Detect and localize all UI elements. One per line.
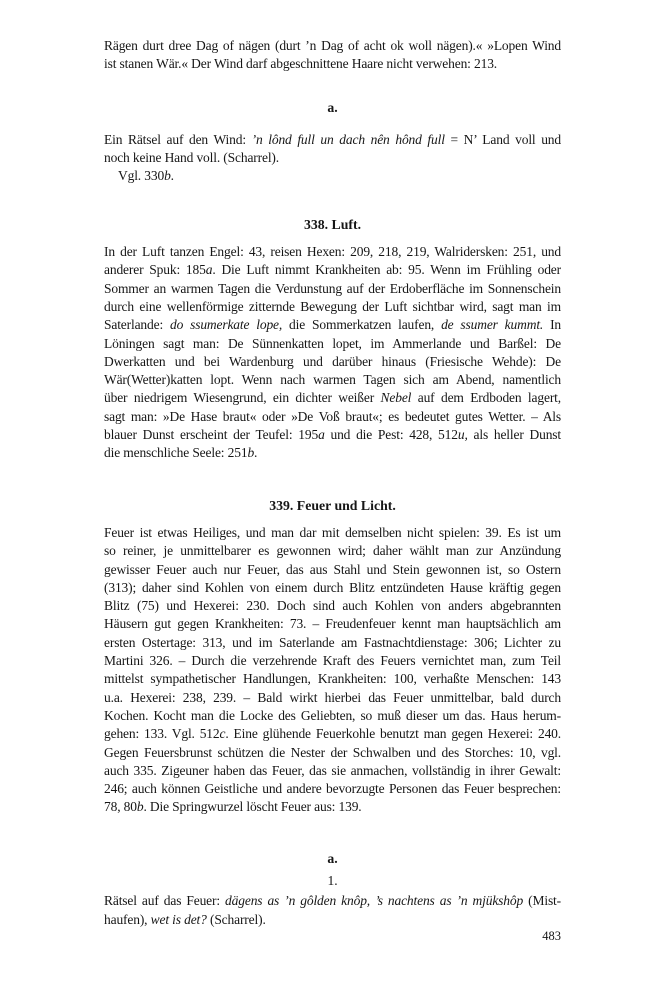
- text-line: blauer Dunst erscheint der Teufel: 195a und die Pest: 428, 512u, als heller Dunst: [104, 427, 561, 443]
- luft-paragraph: [104, 243, 561, 463]
- text-line: Wär(Wetter)katten lopt. Wenn nach warmen Tagen sich am Abend, namentlich: [104, 372, 561, 388]
- subsection-a-2: a.: [327, 850, 338, 866]
- text-line: Vgl. 330b.: [118, 168, 174, 184]
- text-line: mittelst sympathetischer Handlungen, Krankheiten: 100, verhaßte Menschen: 143: [104, 671, 561, 687]
- section-339-heading: 339. Feuer und Licht.: [269, 497, 396, 513]
- section-338-heading: 338. Luft.: [303, 216, 362, 232]
- text-line: ersten Ostertage: 313, und im Saterlande am Fastnachtdienstage: 306; Lichter zu: [104, 634, 561, 650]
- page-number: 483: [542, 929, 561, 943]
- wind-riddle-paragraph: [104, 131, 561, 186]
- text-line: so reiner, je unmittelbarer es gewonnen wird; daher wählt man zur Anzündung: [104, 543, 561, 559]
- text-line: sagt man: »De Hase braut« oder »De Voß braut«; es bedeutet gutes Wetter. – Als: [104, 408, 561, 424]
- text-line: Saterlande: do ssumerkate lope, die Sommerkatzen laufen, de ssumer kummt. In: [104, 317, 562, 333]
- text-line: gewisser Feuer auch nur Feuer, das aus Stahl und Stein gewonnen ist, so Ostern: [104, 561, 561, 577]
- intro-paragraph: [104, 37, 561, 74]
- page-content: [104, 37, 561, 929]
- text-line: Feuer ist etwas Heiliges, und man dar mit demselben nicht spielen: 39. Es ist um: [104, 524, 561, 540]
- text-line: Gegen Feuersbrunst schützen die Nester der Schwalben und des Storches: 10, vgl.: [104, 744, 561, 760]
- text-line: Dwerkatten und bei Wardenburg und darüber hinaus (Friesische Wehde): De: [104, 353, 561, 369]
- text-line: Sommer an warmen Tagen die Verdunstung auf der Erdoberfläche im Sonnenschein: [104, 280, 561, 296]
- text-line: ist stanen Wär.« Der Wind darf abgeschnittene Haare nicht verwehen: 213.: [104, 56, 498, 72]
- text-line: Häusern gut gegen Krankheiten: 73. – Freudenfeuer kennt man hauptsächlich am: [104, 616, 561, 632]
- text-line: u.a. Hexerei: 238, 239. – Bald wirkt hierbei das Feuer unmittelbar, bald durch: [104, 689, 561, 705]
- text-line: auch 335. Zigeuner haben das Feuer, das sie anmachen, vollständig in ihrer Gewalt:: [104, 762, 561, 778]
- text-line: In der Luft tanzen Engel: 43, reisen Hexen: 209, 218, 219, Walridersken: 251, und: [104, 244, 561, 260]
- text-line: noch keine Hand voll. (Scharrel).: [104, 150, 279, 166]
- text-line: Löningen sagt man: De Sünnenkatten lopet, im Ammerlande und Barßel: De: [104, 335, 561, 351]
- text-line: gehen: 133. Vgl. 512c. Eine glühende Feuerkohle benutzt man gegen Hexerei: 240.: [104, 726, 561, 742]
- text-line: Rägen durt dree Dag of nägen (durt ’n Dag of acht ok woll nägen).« »Lopen Wind: [104, 38, 561, 53]
- feuer-paragraph: [104, 524, 561, 817]
- text-line: Blitz (75) und Hexerei: 230. Doch sind auch Kohlen von anders abgebrannten: [104, 598, 561, 614]
- text-line: 246; auch können Geistliche und andere bevorzugte Personen das Feuer besprechen:: [104, 781, 561, 797]
- subsection-a-1: a.: [327, 99, 338, 115]
- text-line: die menschliche Seele: 251b.: [104, 445, 258, 461]
- text-line: haufen), wet is det? (Scharrel).: [104, 911, 266, 927]
- text-line: durch eine wellenförmige zitternde Bewegung der Luft sichtbar wird, sagt man im: [104, 298, 561, 314]
- text-line: über niedrigem Wiesengrund, ein dichter weißer Nebel auf dem Erdboden lagert,: [104, 390, 561, 406]
- feuer-riddle-paragraph: [104, 892, 561, 929]
- text-line: anderer Spuk: 185a. Die Luft nimmt Krankheiten ab: 95. Wenn im Frühling oder: [104, 262, 561, 278]
- text-line: 78, 80b. Die Springwurzel löscht Feuer aus: 139.: [104, 799, 362, 815]
- text-line: Kochen. Kocht man die Locke des Geliebten, so muß dieser um das. Haus herum-: [104, 707, 561, 723]
- text-line: Rätsel auf das Feuer: dägens as ’n gôlden knôp, ’s nachtens as ’n mjükshôp (Mist-: [104, 893, 561, 909]
- text-line: (313); daher sind Kohlen von einem durch Blitz entzündeten Hause kräftig gegen: [104, 579, 561, 595]
- item-1: 1.: [327, 872, 338, 888]
- text-line: Ein Rätsel auf den Wind: ’n lônd full un dach nên hônd full = N’ Land voll und: [104, 131, 562, 147]
- text-line: Martini 326. – Durch die verzehrende Kraft des Feuers vernichtet man, zum Teil: [104, 653, 561, 669]
